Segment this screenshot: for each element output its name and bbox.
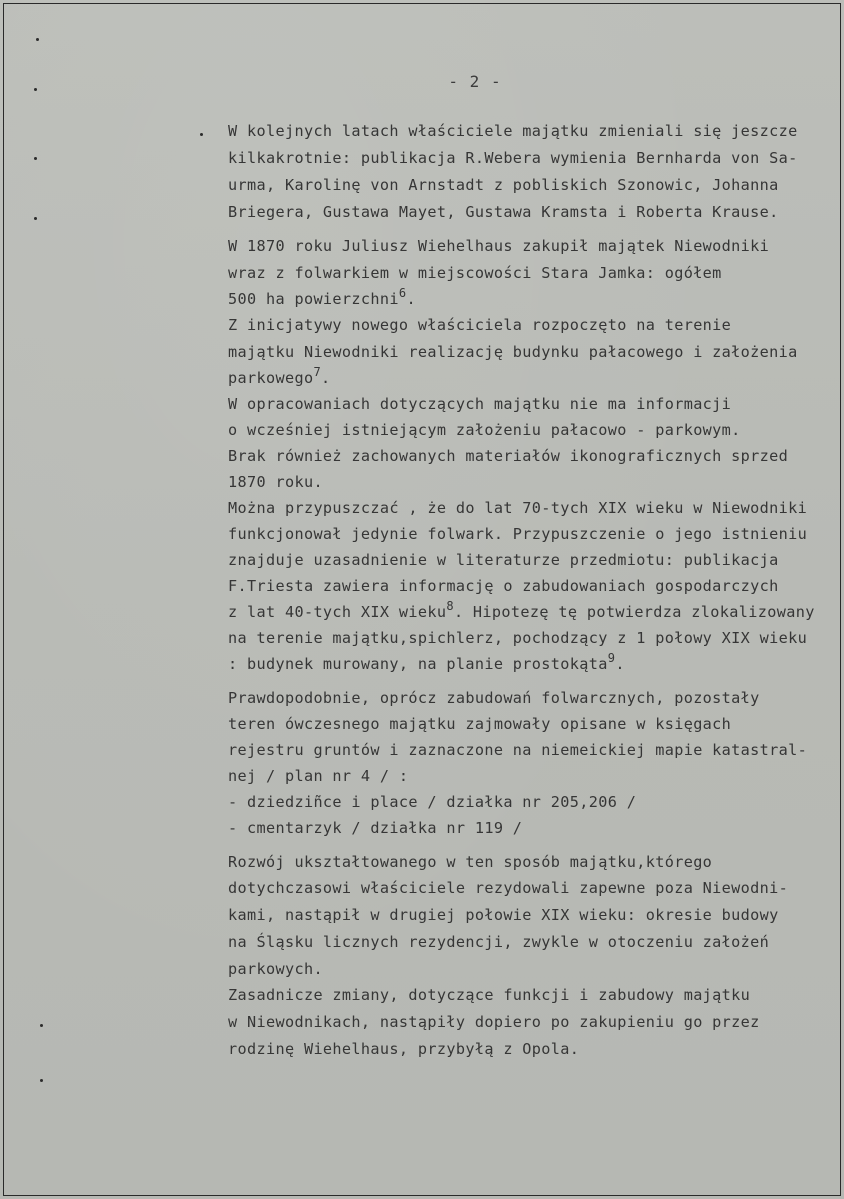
line-text: w Niewodnikach, nastąpiły dopiero po zakupieniu go przez	[228, 1013, 760, 1031]
line-text: funkcjonował jedynie folwark. Przypuszczenie o jego istnieniu	[228, 525, 808, 543]
text-line	[228, 149, 798, 167]
page-number: - 2 -	[448, 72, 502, 91]
margin-dot	[36, 38, 39, 41]
margin-dot	[34, 157, 37, 160]
line-text: Można przypuszczać , że do lat 70-tych XIX wieku w Niewodniki	[228, 499, 808, 517]
line-text: Zasadnicze zmiany, dotyczące funkcji i zabudowy majątku	[228, 986, 751, 1004]
line-text-continued: .	[321, 369, 331, 387]
text-line	[228, 421, 741, 439]
text-line	[228, 960, 323, 978]
line-text: rodzinę Wiehelhaus, przybyłą z Opola.	[228, 1040, 580, 1058]
line-text: Rozwój ukształtowanego w ten sposób majątku,którego	[228, 853, 713, 871]
text-line	[228, 793, 636, 811]
line-text: wraz z folwarkiem w miejscowości Stara Jamka: ogółem	[228, 264, 722, 282]
line-text: rejestru gruntów i zaznaczone na niemeickiej mapie katastral-	[228, 741, 808, 759]
text-line	[228, 176, 779, 194]
footnote-marker: 6	[398, 286, 407, 300]
text-line	[228, 499, 807, 517]
text-line	[228, 473, 323, 491]
text-line	[228, 651, 625, 673]
line-text: nej / plan nr 4 / :	[228, 767, 409, 785]
line-text: o wcześniej istniejącym założeniu pałacowo - parkowym.	[228, 421, 741, 439]
margin-dot	[40, 1024, 43, 1027]
footnote-marker: 7	[313, 365, 322, 379]
line-text: Z inicjatywy nowego właściciela rozpoczęto na terenie	[228, 316, 732, 334]
line-text: Brak również zachowanych materiałów ikonograficznych sprzed	[228, 447, 789, 465]
line-text: znajduje uzasadnienie w literaturze przedmiotu: publikacja	[228, 551, 779, 569]
line-text: majątku Niewodniki realizację budynku pałacowego i założenia	[228, 343, 798, 361]
text-line	[228, 286, 416, 308]
line-text: - dziedziñce i place / działka nr 205,206 /	[228, 793, 637, 811]
text-line	[228, 599, 815, 621]
margin-dot	[34, 88, 37, 91]
margin-dot	[200, 133, 203, 136]
text-line	[228, 577, 779, 595]
line-text: kami, nastąpił w drugiej połowie XIX wieku: okresie budowy	[228, 906, 779, 924]
line-text: dotychczasowi właściciele rezydowali zapewne poza Niewodni-	[228, 879, 789, 897]
text-line	[228, 986, 750, 1004]
footnote-marker: 9	[607, 651, 616, 665]
line-text: Briegera, Gustawa Mayet, Gustawa Kramsta i Roberta Krause.	[228, 203, 779, 221]
text-line	[228, 879, 788, 897]
line-text: Prawdopodobnie, oprócz zabudowań folwarcznych, pozostały	[228, 689, 760, 707]
margin-dot	[34, 217, 37, 220]
text-line	[228, 906, 779, 924]
text-line	[228, 767, 408, 785]
text-line	[228, 525, 807, 543]
text-line	[228, 264, 722, 282]
line-text-continued: .	[406, 290, 416, 308]
line-text: kilkakrotnie: publikacja R.Webera wymienia Bernharda von Sa-	[228, 149, 798, 167]
text-line	[228, 629, 807, 647]
line-text-continued: . Hipotezę tę potwierdza zlokalizowany	[453, 603, 815, 621]
text-line	[228, 395, 731, 413]
line-text: parkowych.	[228, 960, 323, 978]
line-text: 1870 roku.	[228, 473, 323, 491]
text-line	[228, 203, 779, 221]
text-line	[228, 551, 779, 569]
line-text: na Śląsku licznych rezydencji, zwykle w otoczeniu założeń	[228, 933, 770, 951]
text-line	[228, 689, 760, 707]
line-text: 500 ha powierzchni	[228, 290, 399, 308]
text-line	[228, 237, 769, 255]
line-text: : budynek murowany, na planie prostokąta	[228, 655, 608, 673]
text-line	[228, 365, 331, 387]
text-line	[228, 316, 731, 334]
text-line	[228, 819, 522, 837]
line-text: - cmentarzyk / działka nr 119 /	[228, 819, 523, 837]
text-line	[228, 1013, 760, 1031]
line-text: W kolejnych latach właściciele majątku zmieniali się jeszcze	[228, 122, 798, 140]
line-text: na terenie majątku,spichlerz, pochodzący z 1 połowy XIX wieku	[228, 629, 808, 647]
text-line	[228, 1040, 579, 1058]
line-text: teren ówczesnego majątku zajmowały opisane w księgach	[228, 715, 732, 733]
text-line	[228, 343, 798, 361]
line-text: W 1870 roku Juliusz Wiehelhaus zakupił majątek Niewodniki	[228, 237, 770, 255]
line-text: z lat 40-tych XIX wieku	[228, 603, 447, 621]
line-text: F.Triesta zawiera informację o zabudowaniach gospodarczych	[228, 577, 779, 595]
text-line	[228, 933, 769, 951]
text-line	[228, 715, 731, 733]
footnote-marker: 8	[446, 599, 454, 613]
line-text: parkowego	[228, 369, 314, 387]
line-text: W opracowaniach dotyczących majątku nie ma informacji	[228, 395, 732, 413]
line-text: urma, Karolinę von Arnstadt z pobliskich Szonowic, Johanna	[228, 176, 779, 194]
text-line	[228, 447, 788, 465]
text-line	[228, 122, 798, 140]
line-text-continued: .	[615, 655, 625, 673]
margin-dot	[40, 1079, 43, 1082]
text-line	[228, 853, 712, 871]
text-line	[228, 741, 807, 759]
